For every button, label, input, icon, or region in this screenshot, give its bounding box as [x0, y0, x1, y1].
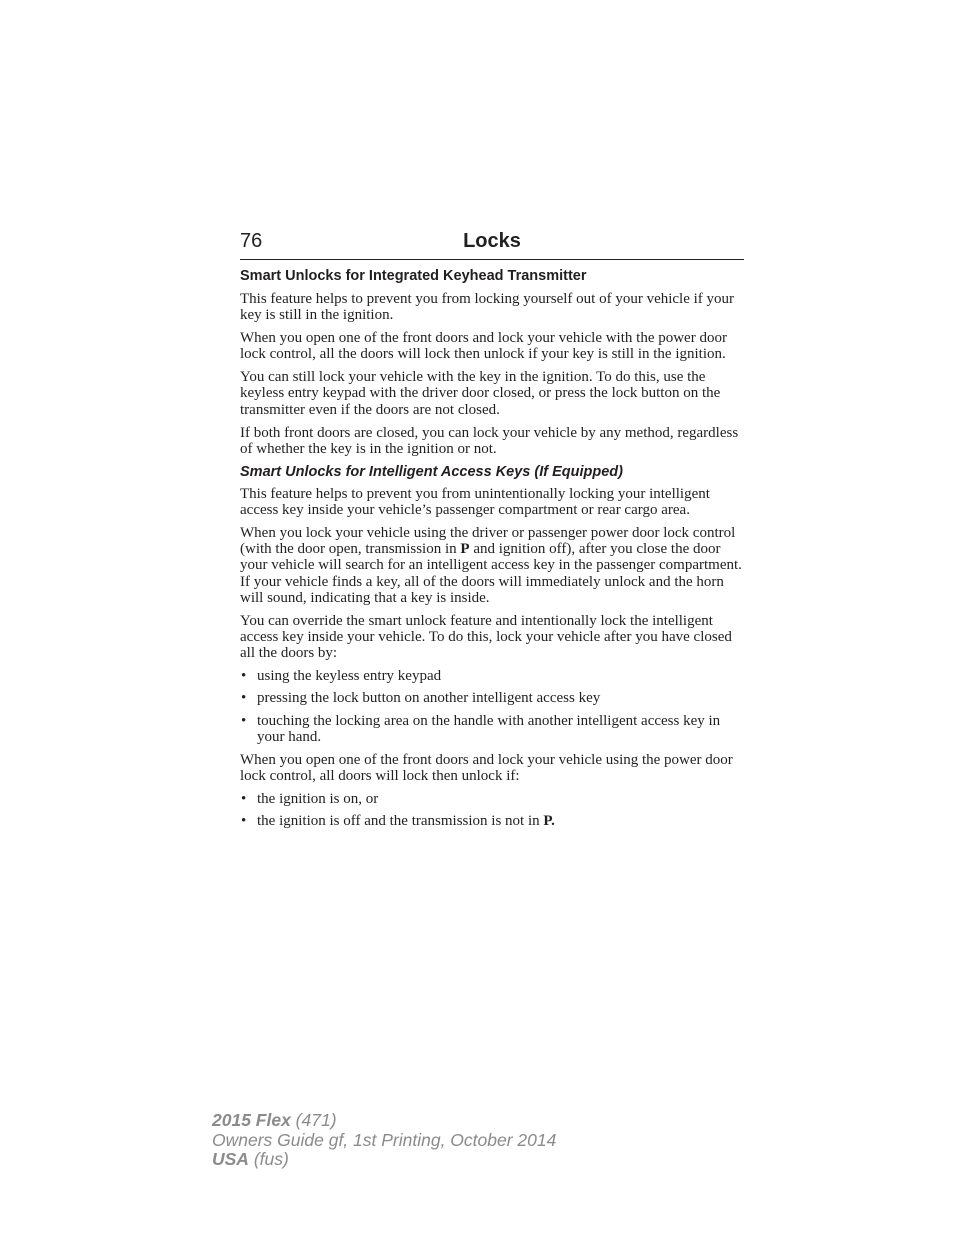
footer-line-market [212, 1150, 556, 1170]
bullet-icon: • [241, 712, 247, 729]
page-content [240, 268, 746, 836]
list-item [240, 713, 746, 746]
paragraph [240, 525, 746, 606]
footer-market: USA [212, 1149, 249, 1169]
paragraph: You can still lock your vehicle with the key in the ignition. To do this, use the keyless entry keypad with the driver door closed, or press the lock button on the transmitter even if the doors are not closed. [240, 369, 721, 418]
list-item [240, 690, 746, 706]
paragraph: If both front doors are closed, you can lock your vehicle by any method, regardless of whether the key is in the ignition or not. [240, 424, 739, 457]
bullet-list-lock-methods [240, 668, 746, 745]
footer-market-code: (fus) [248, 1149, 289, 1169]
list-item [240, 813, 746, 829]
print-footer [212, 1111, 556, 1170]
page-number: 76 [240, 230, 263, 252]
paragraph: You can override the smart unlock feature and intentionally lock the intelligent access key inside your vehicle. To do this, lock your vehicle after you have closed all the doors by: [240, 612, 732, 662]
list-item-text: the ignition is off and the transmission is not in [257, 813, 544, 830]
page-header [240, 229, 744, 260]
bullet-icon: • [241, 690, 247, 707]
paragraph-text: and ignition off), after you close the door your vehicle will search for an intelligent access key in the passenger compartment. If your vehicle finds a key, all of the doors will immediately unlock and the horn will sound, indicating that a key is inside. [240, 541, 742, 606]
list-item-text: the ignition is on, or [257, 790, 379, 807]
section-title: Locks [463, 230, 521, 252]
paragraph: This feature helps to prevent you from unintentionally locking your intelligent access key inside your vehicle’s passenger compartment or rear cargo area. [240, 485, 710, 518]
list-item-text: using the keyless entry keypad [257, 668, 442, 685]
footer-line-printing: Owners Guide gf, 1st Printing, October 2014 [212, 1129, 557, 1150]
heading-intelligent-access: Smart Unlocks for Intelligent Access Keys (If Equipped) [240, 463, 623, 480]
paragraph: When you open one of the front doors and lock your vehicle with the power door lock control, all the doors will lock then unlock if your key is still in the ignition. [240, 330, 727, 363]
paragraph: This feature helps to prevent you from locking yourself out of your vehicle if your key is still in the ignition. [240, 291, 735, 324]
list-item-text: touching the locking area on the handle with another intelligent access key in your hand. [257, 712, 721, 746]
bullet-icon: • [241, 790, 247, 807]
bullet-icon: • [241, 668, 247, 685]
paragraph: When you open one of the front doors and lock your vehicle using the power door lock control, all doors will lock then unlock if: [240, 751, 733, 785]
gear-p-label: P. [543, 813, 555, 830]
bullet-icon: • [241, 813, 247, 830]
list-item [240, 668, 746, 684]
list-item-text: pressing the lock button on another intelligent access key [257, 690, 601, 707]
gear-p-label: P [460, 541, 470, 558]
footer-model: 2015 Flex [212, 1110, 291, 1130]
heading-integrated-keyhead: Smart Unlocks for Integrated Keyhead Transmitter [240, 268, 587, 284]
footer-model-code: (471) [290, 1110, 337, 1130]
footer-line-model [212, 1111, 556, 1131]
list-item [240, 791, 746, 807]
bullet-list-unlock-conditions [240, 791, 746, 830]
paragraph-text: When you lock your vehicle using the driver or passenger power door lock control (with the door open, transmission in [240, 524, 736, 558]
